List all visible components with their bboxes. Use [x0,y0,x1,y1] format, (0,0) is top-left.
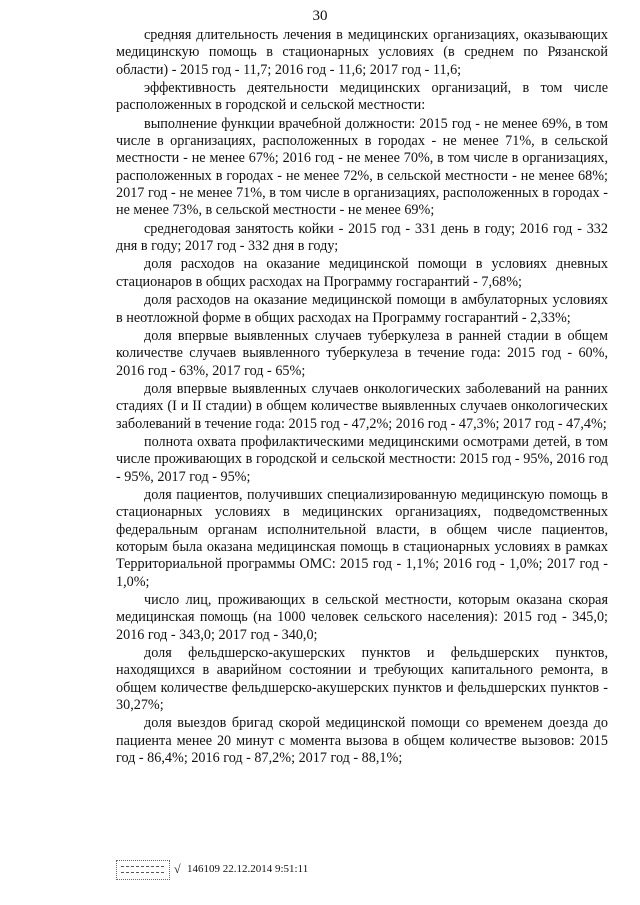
checkmark-icon: √ [174,862,181,876]
paragraph: эффективность деятельности медицинских организаций, в том числе расположенных в городской и сельской местности: [116,80,608,114]
document-body [116,27,608,768]
paragraph: доля выездов бригад скорой медицинской помощи со временем доезда до пациента менее 20 минут с момента вызова в общем количестве вызовов: 2015 год - 86,4%; 2016 год - 87,2%; 2017 год - 88,1%; [116,715,608,767]
registration-stamp-icon [116,860,170,880]
paragraph: доля впервые выявленных случаев онкологических заболеваний на ранних стадиях (I и II стадии) в общем количестве выявленных случаев онкологических заболеваний в течение года: 2015 год - 47,2%; 2016 год - 47,3%; 2017 год - 47,4%; [116,380,608,432]
document-footer [116,860,416,882]
paragraph: средняя длительность лечения в медицинских организациях, оказывающих медицинскую помощь в стационарных условиях (в среднем по Рязанской области) - 2015 год - 11,7; 2016 год - 11,6; 2017 год - 11,6; [116,27,608,78]
page-number: 30 [312,8,328,24]
paragraph: доля расходов на оказание медицинской помощи в амбулаторных условиях в неотложной форме в общих расходах на Программу госгарантий - 2,33%; [116,292,608,326]
paragraph: доля фельдшерско-акушерских пунктов и фельдшерских пунктов, находящихся в аварийном состоянии и требующих капитального ремонта, в общем количестве фельдшерско-акушерских пунктов и фельдшерских пунктов - 30,27%; [116,645,608,714]
paragraph: доля впервые выявленных случаев туберкулеза в ранней стадии в общем количестве случаев выявленного туберкулеза в течение года: 2015 год - 60%, 2016 год - 63%, 2017 год - 65%; [116,327,608,379]
document-registration-code: 146109 22.12.2014 9:51:11 [187,863,309,875]
paragraph: число лиц, проживающих в сельской местности, которым оказана скорая медицинская помощь (на 1000 человек сельского населения): 2015 год - 345,0; 2016 год - 343,0; 2017 год - 340,0; [116,592,608,643]
paragraph: выполнение функции врачебной должности: 2015 год - не менее 69%, в том числе в организациях, расположенных в городах - не менее 71%, в сельской местности - не менее 67%; 2016 год - не менее 70%, в том числе в организациях, расположенных в городах - не менее 72%, в сельской местности - не менее 68%; 2017 год - не менее 71%, в том числе в организациях, расположенных в городах - не менее 73%, в сельской местности - не менее 69%; [116,115,608,219]
paragraph: полнота охвата профилактическими медицинскими осмотрами детей, в том числе проживающих в городской и сельской местности: 2015 год - 95%, 2016 год - 95%, 2017 год - 95%; [116,433,608,485]
paragraph: доля расходов на оказание медицинской помощи в условиях дневных стационаров в общих расходах на Программу госгарантий - 7,68%; [116,256,608,290]
paragraph: доля пациентов, получивших специализированную медицинскую помощь в стационарных условиях в медицинских организациях, подведомственных федеральным органам исполнительной власти, в общем числе пациентов, которым была оказана медицинская помощь в стационарных условиях в рамках Территориальной программы ОМС: 2015 год - 1,1%; 2016 год - 1,0%; 2017 год - 1,0%; [116,486,608,590]
paragraph: среднегодовая занятость койки - 2015 год - 331 день в году; 2016 год - 332 дня в году; 2017 год - 332 дня в году; [116,220,608,255]
